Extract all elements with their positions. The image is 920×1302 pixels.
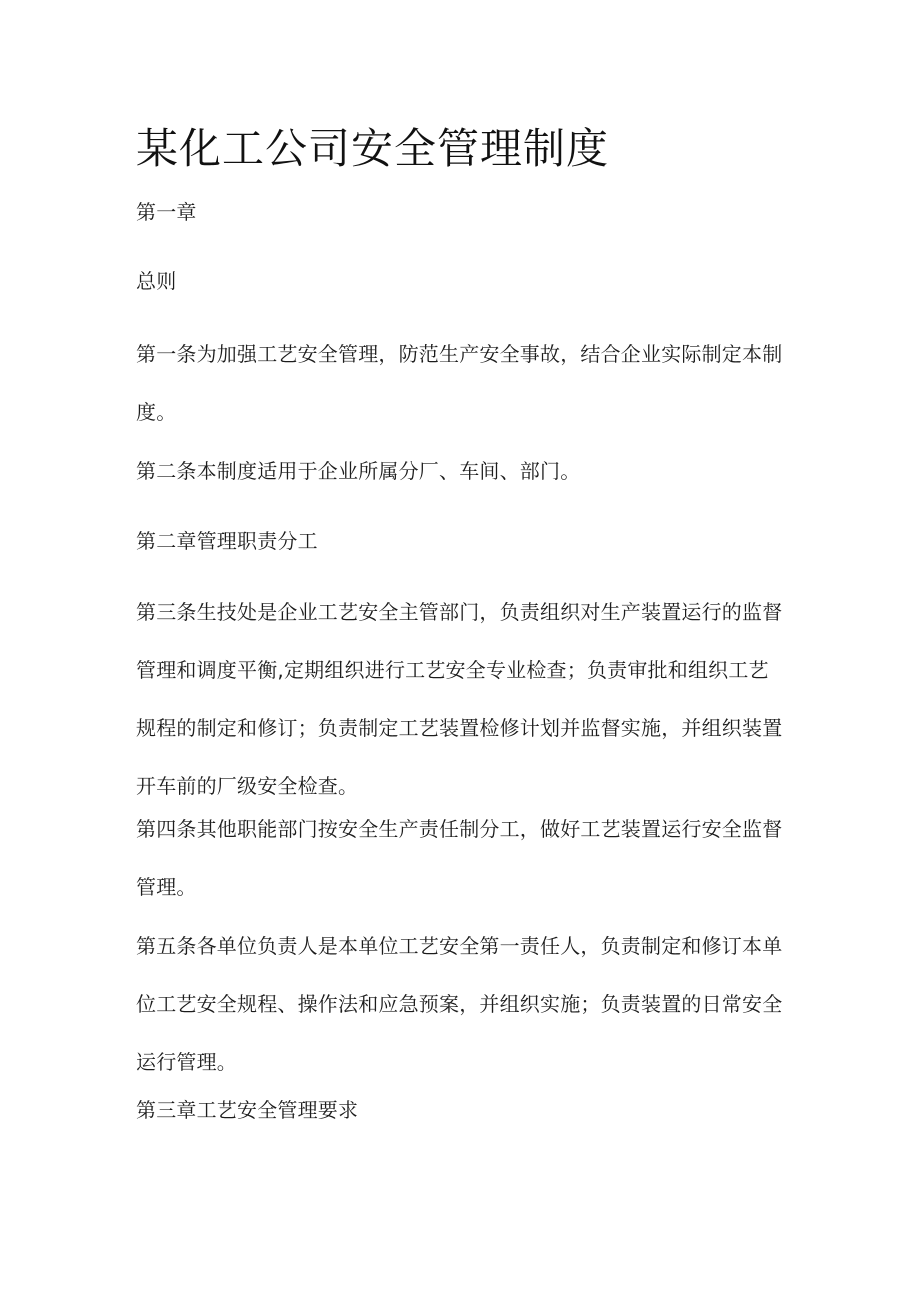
article-4: 第四条其他职能部门按安全生产责任制分工，做好工艺装置运行安全监督管理。 (136, 817, 783, 899)
document-title: 某化工公司安全管理制度 (136, 124, 610, 173)
article-5: 第五条各单位负责人是本单位工艺安全第一责任人，负责制定和修订本单位工艺安全规程、操作法和应急预案，并组织实施；负责装置的日常安全运行管理。 (136, 934, 783, 1074)
article-1: 第一条为加强工艺安全管理，防范生产安全事故，结合企业实际制定本制度。 (136, 342, 783, 424)
chapter-1-subtitle: 总则 (136, 269, 177, 293)
article-3: 第三条生技处是企业工艺安全主管部门，负责组织对生产装置运行的监督管理和调度平衡,定期组织进行工艺安全专业检查；负责审批和组织工艺规程的制定和修订；负责制定工艺装置检修计划并监督实施，并组织装置开车前的厂级安全检查。 (136, 600, 783, 798)
chapter-1-heading: 第一章 (136, 200, 197, 224)
chapter-3-heading: 第三章工艺安全管理要求 (136, 1098, 359, 1122)
article-2: 第二条本制度适用于企业所属分厂、车间、部门。 (136, 459, 581, 483)
chapter-2-heading: 第二章管理职责分工 (136, 529, 318, 553)
